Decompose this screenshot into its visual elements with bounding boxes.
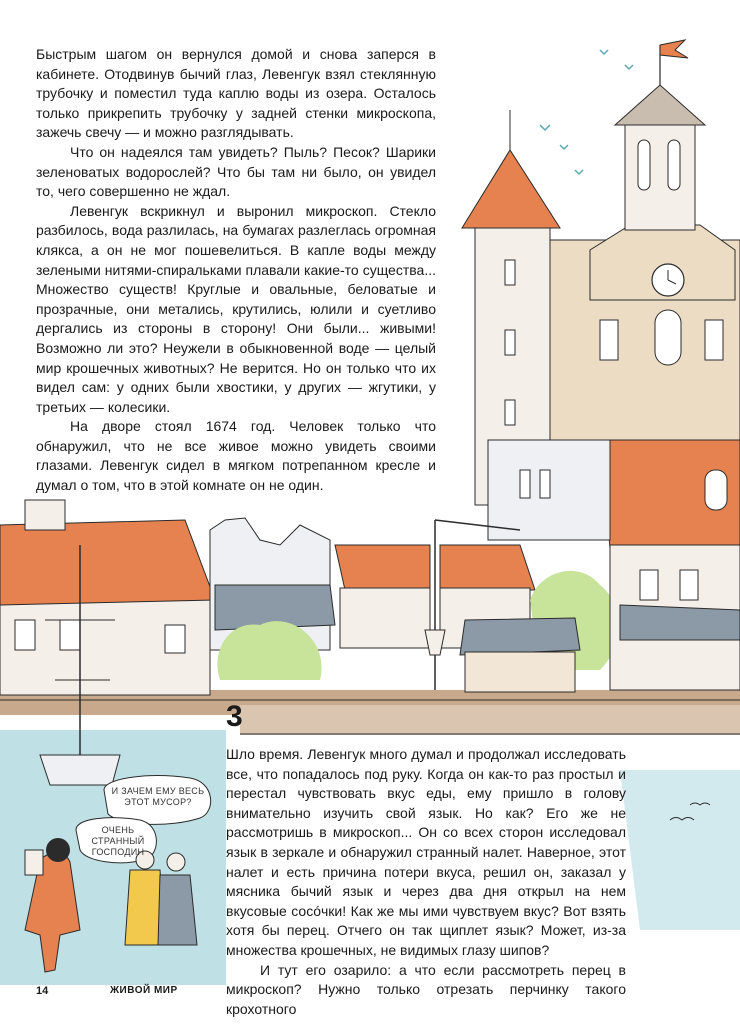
ship-hull	[40, 755, 120, 785]
flag	[660, 40, 688, 58]
belfry-cap	[615, 85, 705, 125]
orange-roof-mid2	[440, 545, 535, 590]
belfry	[625, 125, 695, 230]
paragraph: И тут его озарило: а что если рассмотреть перец в микроскоп? Нужно только отрезать перчинку такого крохотного	[226, 961, 626, 1017]
tower-spire	[462, 150, 560, 228]
story-column-top	[36, 45, 436, 496]
speech-bubble-text-2: ОЧЕНЬ СТРАННЫЙ ГОСПОДИН	[91, 825, 145, 857]
paragraph: На дворе стоял 1674 год. Человек только что обнаружил, что не все живое можно увидеть своими глазами. Левенгук сидел в мягком потрепанном кресле и думал о том, что в этой комнате он не один.	[36, 418, 436, 494]
section-number: 3	[226, 700, 243, 733]
figure-woman-gray	[158, 875, 197, 945]
sea-water-right	[620, 770, 740, 930]
paragraph: Что он надеялся там увидеть? Пыль? Песок? Шарики зеленоватых водорослей? Что бы там ни было, он увидел то, чего совершенно не ждал.	[36, 143, 436, 200]
page-number: 14	[36, 985, 49, 997]
story-column-bottom	[226, 745, 626, 1019]
quay-top	[240, 705, 740, 735]
left-house-roof	[0, 520, 215, 605]
magazine-name: ЖИВОЙ МИР	[110, 985, 178, 996]
small-house-roof	[460, 618, 580, 655]
paragraph: Шло время. Левенгук много думал и продолжал исследовать все, что попадалось под руку. Когда он как-то раз простыл и перестал чувствовать вкус еды, ему пришло в голову внимательно изучить свой язык. Но как? Его же не рассмотришь в микроскоп... Он со всех сторон исследовал язык в зеркале и обнаружил странный налет. Наверное, этот налет и есть причина потери вкуса, решил он, заказал у мясника бычий язык и через два дня открыл на нем вкусовые сосóчки! Как же мы ими чувствуем вкус? Вот взять хотя бы перец. Отчего он так щиплет язык? Может, из-за множества крошечных, не видимых глазу шипов?	[226, 746, 626, 958]
orange-roof-mid	[335, 545, 430, 590]
paragraph: Быстрым шагом он вернулся домой и снова заперся в кабинете. Отодвинув бычий глаз, Левенгук взял стеклянную трубочку и поместил туда каплю воды из озера. Осталось только прикрепить трубочку у задней стенки микроскопа, зажечь свечу — и можно разглядывать.	[36, 46, 436, 141]
slate-annex	[620, 605, 740, 640]
speech-bubble-text-1: И ЗАЧЕМ ЕМУ ВЕСЬ ЭТОТ МУСОР?	[111, 786, 205, 807]
paragraph: Левенгук вскрикнул и выронил микроскоп. Стекло разбилось, вода разлилась, на бумагах разлеглась огромная клякса, а он не мог пошевелиться. В капле воды между зелеными нитями-спиральками плавали какие-то существа... Множество существ! Круглые и овальные, беловатые и прозрачные, они метались, крутились, юлили и суетливо дергались из стороны в сторону! Они были... живыми! Возможно ли это? Неужели в обыкновенной воде — целый мир крошечных животных? Не верится. Но он только что их видел сам: у одних были хвостики, у других — жгутики, у третьих — колесики.	[36, 202, 436, 415]
